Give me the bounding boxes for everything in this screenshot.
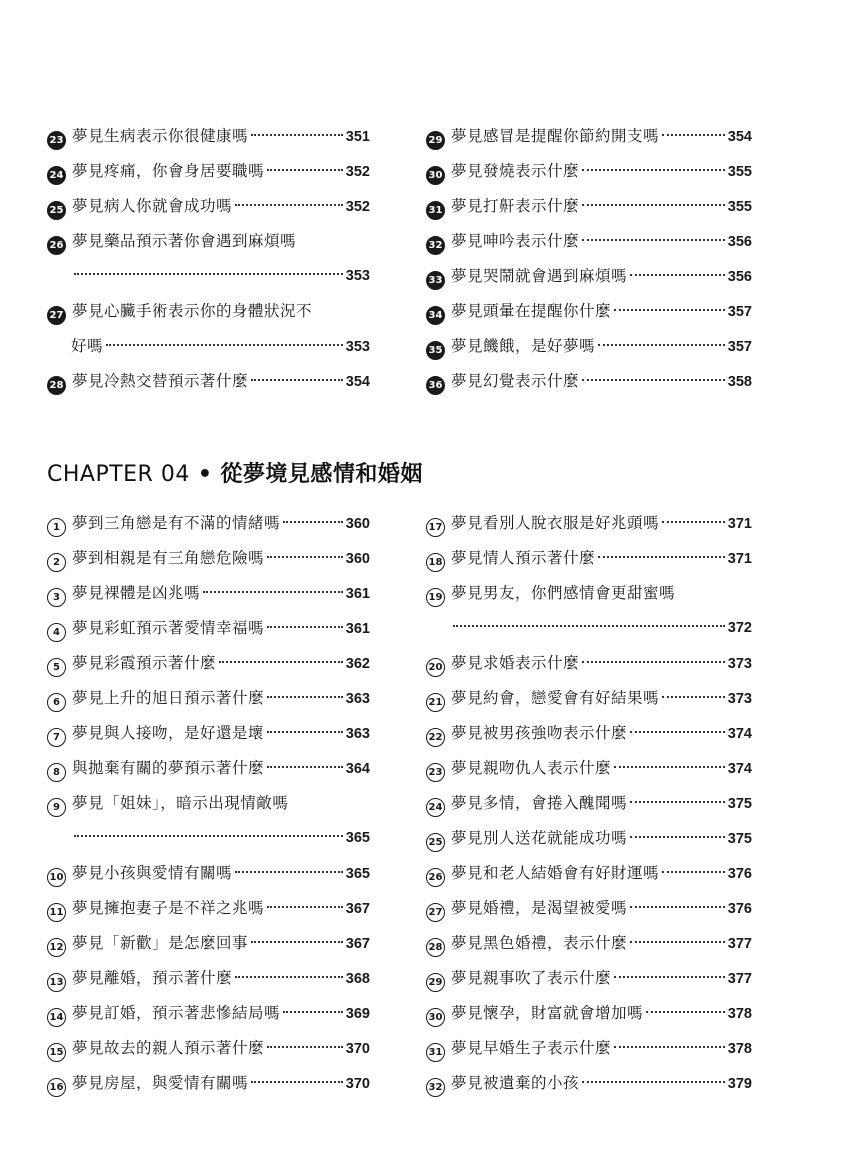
entry-title: 夢見生病表示你很健康嗎 [72, 127, 249, 145]
toc-entry[interactable] [426, 224, 752, 259]
entry-number-badge: 23 [426, 763, 445, 782]
dot-leader [283, 521, 343, 523]
entry-page-number: 375 [727, 831, 752, 847]
toc-entry-line [426, 224, 752, 259]
toc-entry[interactable] [47, 506, 370, 541]
toc-entry-line [47, 154, 370, 189]
entry-number-badge: 25 [47, 201, 66, 220]
toc-entry[interactable] [426, 856, 752, 891]
dot-leader [662, 696, 725, 698]
toc-entry[interactable] [47, 154, 370, 189]
toc-entry[interactable] [426, 259, 752, 294]
toc-entry[interactable] [426, 576, 752, 646]
toc-entry[interactable] [47, 224, 370, 294]
entry-number-badge: 12 [47, 938, 66, 957]
entry-page-number: 370 [345, 1076, 370, 1092]
dot-leader [251, 134, 343, 136]
entry-title: 夢見上升的旭日預示著什麼 [72, 689, 265, 707]
dot-leader [219, 661, 343, 663]
entry-page-number: 363 [345, 726, 370, 742]
entry-page-number: 362 [345, 656, 370, 672]
dot-leader [582, 1081, 725, 1083]
entry-title: 夢見別人送花就能成功嗎 [451, 829, 628, 847]
entry-number-badge: 7 [47, 728, 66, 747]
dot-leader [582, 239, 725, 241]
dot-leader [267, 731, 343, 733]
toc-entry-line [47, 1066, 370, 1101]
entry-title-continuation: 好嗎 [71, 337, 104, 355]
entry-number-badge: 29 [426, 131, 445, 150]
entry-number-badge: 36 [426, 376, 445, 395]
toc-entry[interactable] [426, 646, 752, 681]
entry-title: 夢見約會，戀愛會有好結果嗎 [451, 689, 660, 707]
entry-title: 夢見饑餓，是好夢嗎 [451, 337, 596, 355]
toc-entry[interactable] [426, 541, 752, 576]
dot-leader [662, 871, 725, 873]
toc-entry-line [426, 294, 752, 329]
entry-page-number: 376 [727, 866, 752, 882]
entry-title: 夢見離婚，預示著什麼 [72, 969, 233, 987]
toc-entry[interactable] [47, 541, 370, 576]
entry-number-badge: 26 [47, 236, 66, 255]
toc-entry-line [47, 224, 370, 259]
toc-entry[interactable] [47, 119, 370, 154]
toc-entry-line [47, 364, 370, 399]
entry-number-badge: 10 [47, 868, 66, 887]
toc-entry-line [47, 189, 370, 224]
entry-title: 與拋棄有關的夢預示著什麼 [72, 759, 265, 777]
toc-entry-line [47, 329, 370, 364]
entry-number-badge: 32 [426, 1078, 445, 1097]
entry-title: 夢見被遺棄的小孩 [451, 1074, 580, 1092]
entry-title: 夢見感冒是提醒你節約開支嗎 [451, 127, 660, 145]
toc-entry[interactable] [426, 786, 752, 821]
toc-entry-line [47, 611, 370, 646]
toc-entry-line [426, 259, 752, 294]
entry-title: 夢見多情，會捲入醜聞嗎 [451, 794, 628, 812]
entry-number-badge: 21 [426, 693, 445, 712]
entry-number-badge: 25 [426, 833, 445, 852]
chapter-label: CHAPTER 04 [47, 462, 190, 487]
entry-number-badge: 34 [426, 306, 445, 325]
toc-section1-right-column [426, 119, 752, 399]
entry-page-number: 353 [345, 339, 370, 355]
entry-number-badge: 23 [47, 131, 66, 150]
toc-entry[interactable] [426, 119, 752, 154]
dot-leader [74, 273, 343, 275]
entry-title: 夢見彩虹預示著愛情幸福嗎 [72, 619, 265, 637]
toc-entry[interactable] [47, 364, 370, 399]
entry-page-number: 376 [727, 901, 752, 917]
toc-entry-line [47, 506, 370, 541]
toc-entry[interactable] [47, 856, 370, 891]
entry-number-badge: 27 [47, 306, 66, 325]
entry-number-badge: 28 [426, 938, 445, 957]
entry-number-badge: 32 [426, 236, 445, 255]
toc-entry-line [426, 541, 752, 576]
entry-number-badge: 27 [426, 903, 445, 922]
toc-entry[interactable] [47, 751, 370, 786]
entry-page-number: 371 [727, 551, 752, 567]
toc-entry[interactable] [426, 751, 752, 786]
toc-entry-line [47, 821, 370, 856]
entry-title: 夢見冷熱交替預示著什麼 [72, 372, 249, 390]
dot-leader [267, 626, 343, 628]
entry-page-number: 360 [345, 551, 370, 567]
entry-title: 夢見婚禮，是渴望被愛嗎 [451, 899, 628, 917]
toc-entry-line [426, 611, 752, 646]
toc-entry-line [47, 751, 370, 786]
toc-entry[interactable] [426, 506, 752, 541]
entry-title: 夢見男友，你們感情會更甜蜜嗎 [451, 584, 676, 602]
entry-number-badge: 4 [47, 623, 66, 642]
dot-leader [598, 556, 725, 558]
entry-title: 夢見頭暈在提醒你什麼 [451, 302, 612, 320]
toc-entry-line [426, 926, 752, 961]
entry-page-number: 361 [345, 621, 370, 637]
entry-page-number: 357 [727, 304, 752, 320]
entry-number-badge: 28 [47, 376, 66, 395]
entry-title: 夢見小孩與愛情有關嗎 [72, 864, 233, 882]
dot-leader [614, 309, 725, 311]
entry-number-badge: 29 [426, 973, 445, 992]
toc-entry-line [426, 891, 752, 926]
entry-number-badge: 16 [47, 1078, 66, 1097]
dot-leader [106, 344, 343, 346]
entry-page-number: 370 [345, 1041, 370, 1057]
toc-entry-line [47, 646, 370, 681]
dot-leader [630, 836, 725, 838]
entry-page-number: 377 [727, 971, 752, 987]
entry-title: 夢見藥品預示著你會遇到麻煩嗎 [72, 232, 297, 250]
entry-title: 夢見情人預示著什麼 [451, 549, 596, 567]
dot-leader [582, 204, 725, 206]
entry-page-number: 364 [345, 761, 370, 777]
entry-title: 夢見病人你就會成功嗎 [72, 197, 233, 215]
entry-number-badge: 3 [47, 588, 66, 607]
toc-entry[interactable] [47, 961, 370, 996]
entry-number-badge: 6 [47, 693, 66, 712]
entry-number-badge: 30 [426, 166, 445, 185]
entry-title: 夢見「新歡」是怎麼回事 [72, 934, 249, 952]
toc-entry[interactable] [426, 1066, 752, 1101]
dot-leader [582, 169, 725, 171]
toc-entry[interactable] [47, 786, 370, 856]
toc-entry-line [47, 294, 370, 329]
toc-entry[interactable] [426, 189, 752, 224]
toc-section1-left-column [47, 119, 370, 399]
toc-entry-line [47, 926, 370, 961]
dot-leader [662, 521, 725, 523]
dot-leader [267, 169, 343, 171]
entry-page-number: 352 [345, 164, 370, 180]
entry-page-number: 369 [345, 1006, 370, 1022]
entry-number-badge: 13 [47, 973, 66, 992]
dot-leader [614, 1046, 725, 1048]
dot-leader [630, 731, 725, 733]
toc-entry[interactable] [426, 961, 752, 996]
entry-number-badge: 18 [426, 553, 445, 572]
entry-page-number: 354 [345, 374, 370, 390]
toc-entry-line [47, 856, 370, 891]
entry-page-number: 352 [345, 199, 370, 215]
toc-entry[interactable] [426, 821, 752, 856]
entry-page-number: 371 [727, 516, 752, 532]
toc-entry-line [47, 786, 370, 821]
entry-title: 夢見擁抱妻子是不祥之兆嗎 [72, 899, 265, 917]
dot-leader [630, 801, 725, 803]
entry-number-badge: 1 [47, 518, 66, 537]
dot-leader [582, 379, 725, 381]
entry-number-badge: 2 [47, 553, 66, 572]
entry-page-number: 361 [345, 586, 370, 602]
entry-title: 夢見故去的親人預示著什麼 [72, 1039, 265, 1057]
entry-number-badge: 17 [426, 518, 445, 537]
entry-title: 夢見「姐妹」，暗示出現情敵嗎 [72, 794, 289, 812]
chapter-bullet: • [197, 462, 213, 487]
entry-number-badge: 24 [47, 166, 66, 185]
dot-leader [251, 379, 343, 381]
dot-leader [453, 625, 725, 627]
toc-entry[interactable] [47, 1066, 370, 1101]
entry-page-number: 356 [727, 234, 752, 250]
entry-title: 夢見房屋，與愛情有關嗎 [72, 1074, 249, 1092]
toc-entry-line [426, 821, 752, 856]
dot-leader [251, 1081, 343, 1083]
toc-entry-line [426, 364, 752, 399]
toc-entry-line [426, 506, 752, 541]
entry-page-number: 373 [727, 656, 752, 672]
entry-number-badge: 30 [426, 1008, 445, 1027]
entry-title: 夢見疼痛，你會身居要職嗎 [72, 162, 265, 180]
entry-title: 夢見呻吟表示什麼 [451, 232, 580, 250]
toc-entry-line [426, 856, 752, 891]
entry-page-number: 374 [727, 761, 752, 777]
toc-entry[interactable] [426, 891, 752, 926]
toc-entry[interactable] [426, 364, 752, 399]
entry-title: 夢見早婚生子表示什麼 [451, 1039, 612, 1057]
entry-page-number: 357 [727, 339, 752, 355]
entry-title: 夢見打鼾表示什麼 [451, 197, 580, 215]
dot-leader [251, 941, 343, 943]
entry-title: 夢見求婚表示什麼 [451, 654, 580, 672]
entry-title: 夢見親吻仇人表示什麼 [451, 759, 612, 777]
toc-entry[interactable] [47, 1031, 370, 1066]
entry-title: 夢見訂婚，預示著悲慘結局嗎 [72, 1004, 281, 1022]
toc-entry-line [47, 1031, 370, 1066]
toc-entry-line [47, 716, 370, 751]
entry-number-badge: 31 [426, 201, 445, 220]
toc-entry-line [426, 189, 752, 224]
dot-leader [614, 976, 725, 978]
entry-page-number: 375 [727, 796, 752, 812]
toc-entry-line [47, 541, 370, 576]
chapter-heading [47, 457, 423, 488]
entry-number-badge: 11 [47, 903, 66, 922]
toc-entry[interactable] [426, 996, 752, 1031]
entry-page-number: 372 [727, 620, 752, 636]
entry-page-number: 358 [727, 374, 752, 390]
toc-section2-left-column [47, 506, 370, 1101]
toc-entry-line [426, 961, 752, 996]
entry-page-number: 374 [727, 726, 752, 742]
entry-title: 夢見看別人脫衣服是好兆頭嗎 [451, 514, 660, 532]
dot-leader [582, 661, 725, 663]
dot-leader [267, 906, 343, 908]
toc-entry-line [47, 576, 370, 611]
toc-entry[interactable] [47, 891, 370, 926]
dot-leader [630, 906, 725, 908]
entry-page-number: 365 [345, 830, 370, 846]
entry-number-badge: 31 [426, 1043, 445, 1062]
entry-title: 夢見哭鬧就會遇到麻煩嗎 [451, 267, 628, 285]
toc-entry[interactable] [47, 646, 370, 681]
entry-title: 夢見裸體是凶兆嗎 [72, 584, 201, 602]
toc-entry-line [47, 259, 370, 294]
dot-leader [235, 976, 343, 978]
entry-page-number: 365 [345, 866, 370, 882]
dot-leader [646, 1011, 725, 1013]
entry-number-badge: 14 [47, 1008, 66, 1027]
entry-title: 夢見黑色婚禮，表示什麼 [451, 934, 628, 952]
entry-number-badge: 22 [426, 728, 445, 747]
toc-section2-right-column [426, 506, 752, 1101]
entry-title: 夢到相親是有三角戀危險嗎 [72, 549, 265, 567]
entry-page-number: 354 [727, 129, 752, 145]
dot-leader [614, 766, 725, 768]
toc-entry-line [426, 646, 752, 681]
entry-page-number: 367 [345, 936, 370, 952]
dot-leader [662, 134, 725, 136]
entry-page-number: 355 [727, 164, 752, 180]
entry-title: 夢見彩霞預示著什麼 [72, 654, 217, 672]
entry-page-number: 367 [345, 901, 370, 917]
entry-title: 夢見幻覺表示什麼 [451, 372, 580, 390]
toc-entry-line [426, 996, 752, 1031]
entry-page-number: 356 [727, 269, 752, 285]
entry-title: 夢見被男孩強吻表示什麼 [451, 724, 628, 742]
toc-entry-line [47, 961, 370, 996]
dot-leader [267, 556, 343, 558]
entry-title: 夢見懷孕，財富就會增加嗎 [451, 1004, 644, 1022]
dot-leader [630, 941, 725, 943]
entry-number-badge: 5 [47, 658, 66, 677]
dot-leader [598, 344, 725, 346]
entry-title: 夢見和老人結婚會有好財運嗎 [451, 864, 660, 882]
entry-number-badge: 15 [47, 1043, 66, 1062]
toc-entry[interactable] [47, 716, 370, 751]
entry-page-number: 379 [727, 1076, 752, 1092]
toc-entry[interactable] [47, 294, 370, 364]
dot-leader [235, 204, 343, 206]
entry-page-number: 351 [345, 129, 370, 145]
dot-leader [235, 871, 343, 873]
entry-page-number: 373 [727, 691, 752, 707]
toc-entry-line [426, 1031, 752, 1066]
toc-entry[interactable] [426, 716, 752, 751]
toc-entry[interactable] [47, 189, 370, 224]
toc-entry-line [426, 119, 752, 154]
entry-number-badge: 35 [426, 341, 445, 360]
entry-page-number: 377 [727, 936, 752, 952]
toc-entry[interactable] [47, 681, 370, 716]
dot-leader [74, 835, 343, 837]
entry-page-number: 353 [345, 268, 370, 284]
entry-title: 夢見發燒表示什麼 [451, 162, 580, 180]
toc-entry[interactable] [47, 926, 370, 961]
toc-entry-line [426, 154, 752, 189]
toc-entry[interactable] [426, 329, 752, 364]
entry-page-number: 378 [727, 1006, 752, 1022]
dot-leader [267, 1046, 343, 1048]
entry-number-badge: 19 [426, 588, 445, 607]
toc-entry[interactable] [426, 294, 752, 329]
toc-entry-line [426, 1066, 752, 1101]
toc-entry-line [47, 996, 370, 1031]
toc-entry[interactable] [426, 1031, 752, 1066]
toc-entry-line [47, 681, 370, 716]
toc-entry-line [426, 751, 752, 786]
toc-entry[interactable] [47, 996, 370, 1031]
toc-entry[interactable] [426, 154, 752, 189]
entry-number-badge: 33 [426, 271, 445, 290]
entry-title: 夢見與人接吻，是好還是壞 [72, 724, 265, 742]
dot-leader [267, 766, 343, 768]
dot-leader [267, 696, 343, 698]
entry-page-number: 355 [727, 199, 752, 215]
entry-number-badge: 20 [426, 658, 445, 677]
toc-entry-line [426, 576, 752, 611]
dot-leader [203, 591, 343, 593]
entry-title: 夢見心臟手術表示你的身體狀況不 [72, 302, 313, 320]
chapter-title: 從夢境見感情和婚姻 [220, 461, 423, 487]
toc-entry[interactable] [426, 681, 752, 716]
entry-number-badge: 24 [426, 798, 445, 817]
entry-title: 夢到三角戀是有不滿的情緒嗎 [72, 514, 281, 532]
entry-number-badge: 9 [47, 798, 66, 817]
entry-number-badge: 26 [426, 868, 445, 887]
entry-page-number: 363 [345, 691, 370, 707]
entry-number-badge: 8 [47, 763, 66, 782]
dot-leader [630, 274, 725, 276]
toc-entry[interactable] [47, 576, 370, 611]
toc-entry[interactable] [426, 926, 752, 961]
toc-entry-line [426, 786, 752, 821]
dot-leader [283, 1011, 343, 1013]
toc-entry-line [47, 891, 370, 926]
entry-page-number: 378 [727, 1041, 752, 1057]
entry-title: 夢見親事吹了表示什麼 [451, 969, 612, 987]
entry-page-number: 360 [345, 516, 370, 532]
toc-entry[interactable] [47, 611, 370, 646]
toc-entry-line [426, 681, 752, 716]
toc-entry-line [426, 329, 752, 364]
toc-entry-line [47, 119, 370, 154]
toc-entry-line [426, 716, 752, 751]
entry-page-number: 368 [345, 971, 370, 987]
